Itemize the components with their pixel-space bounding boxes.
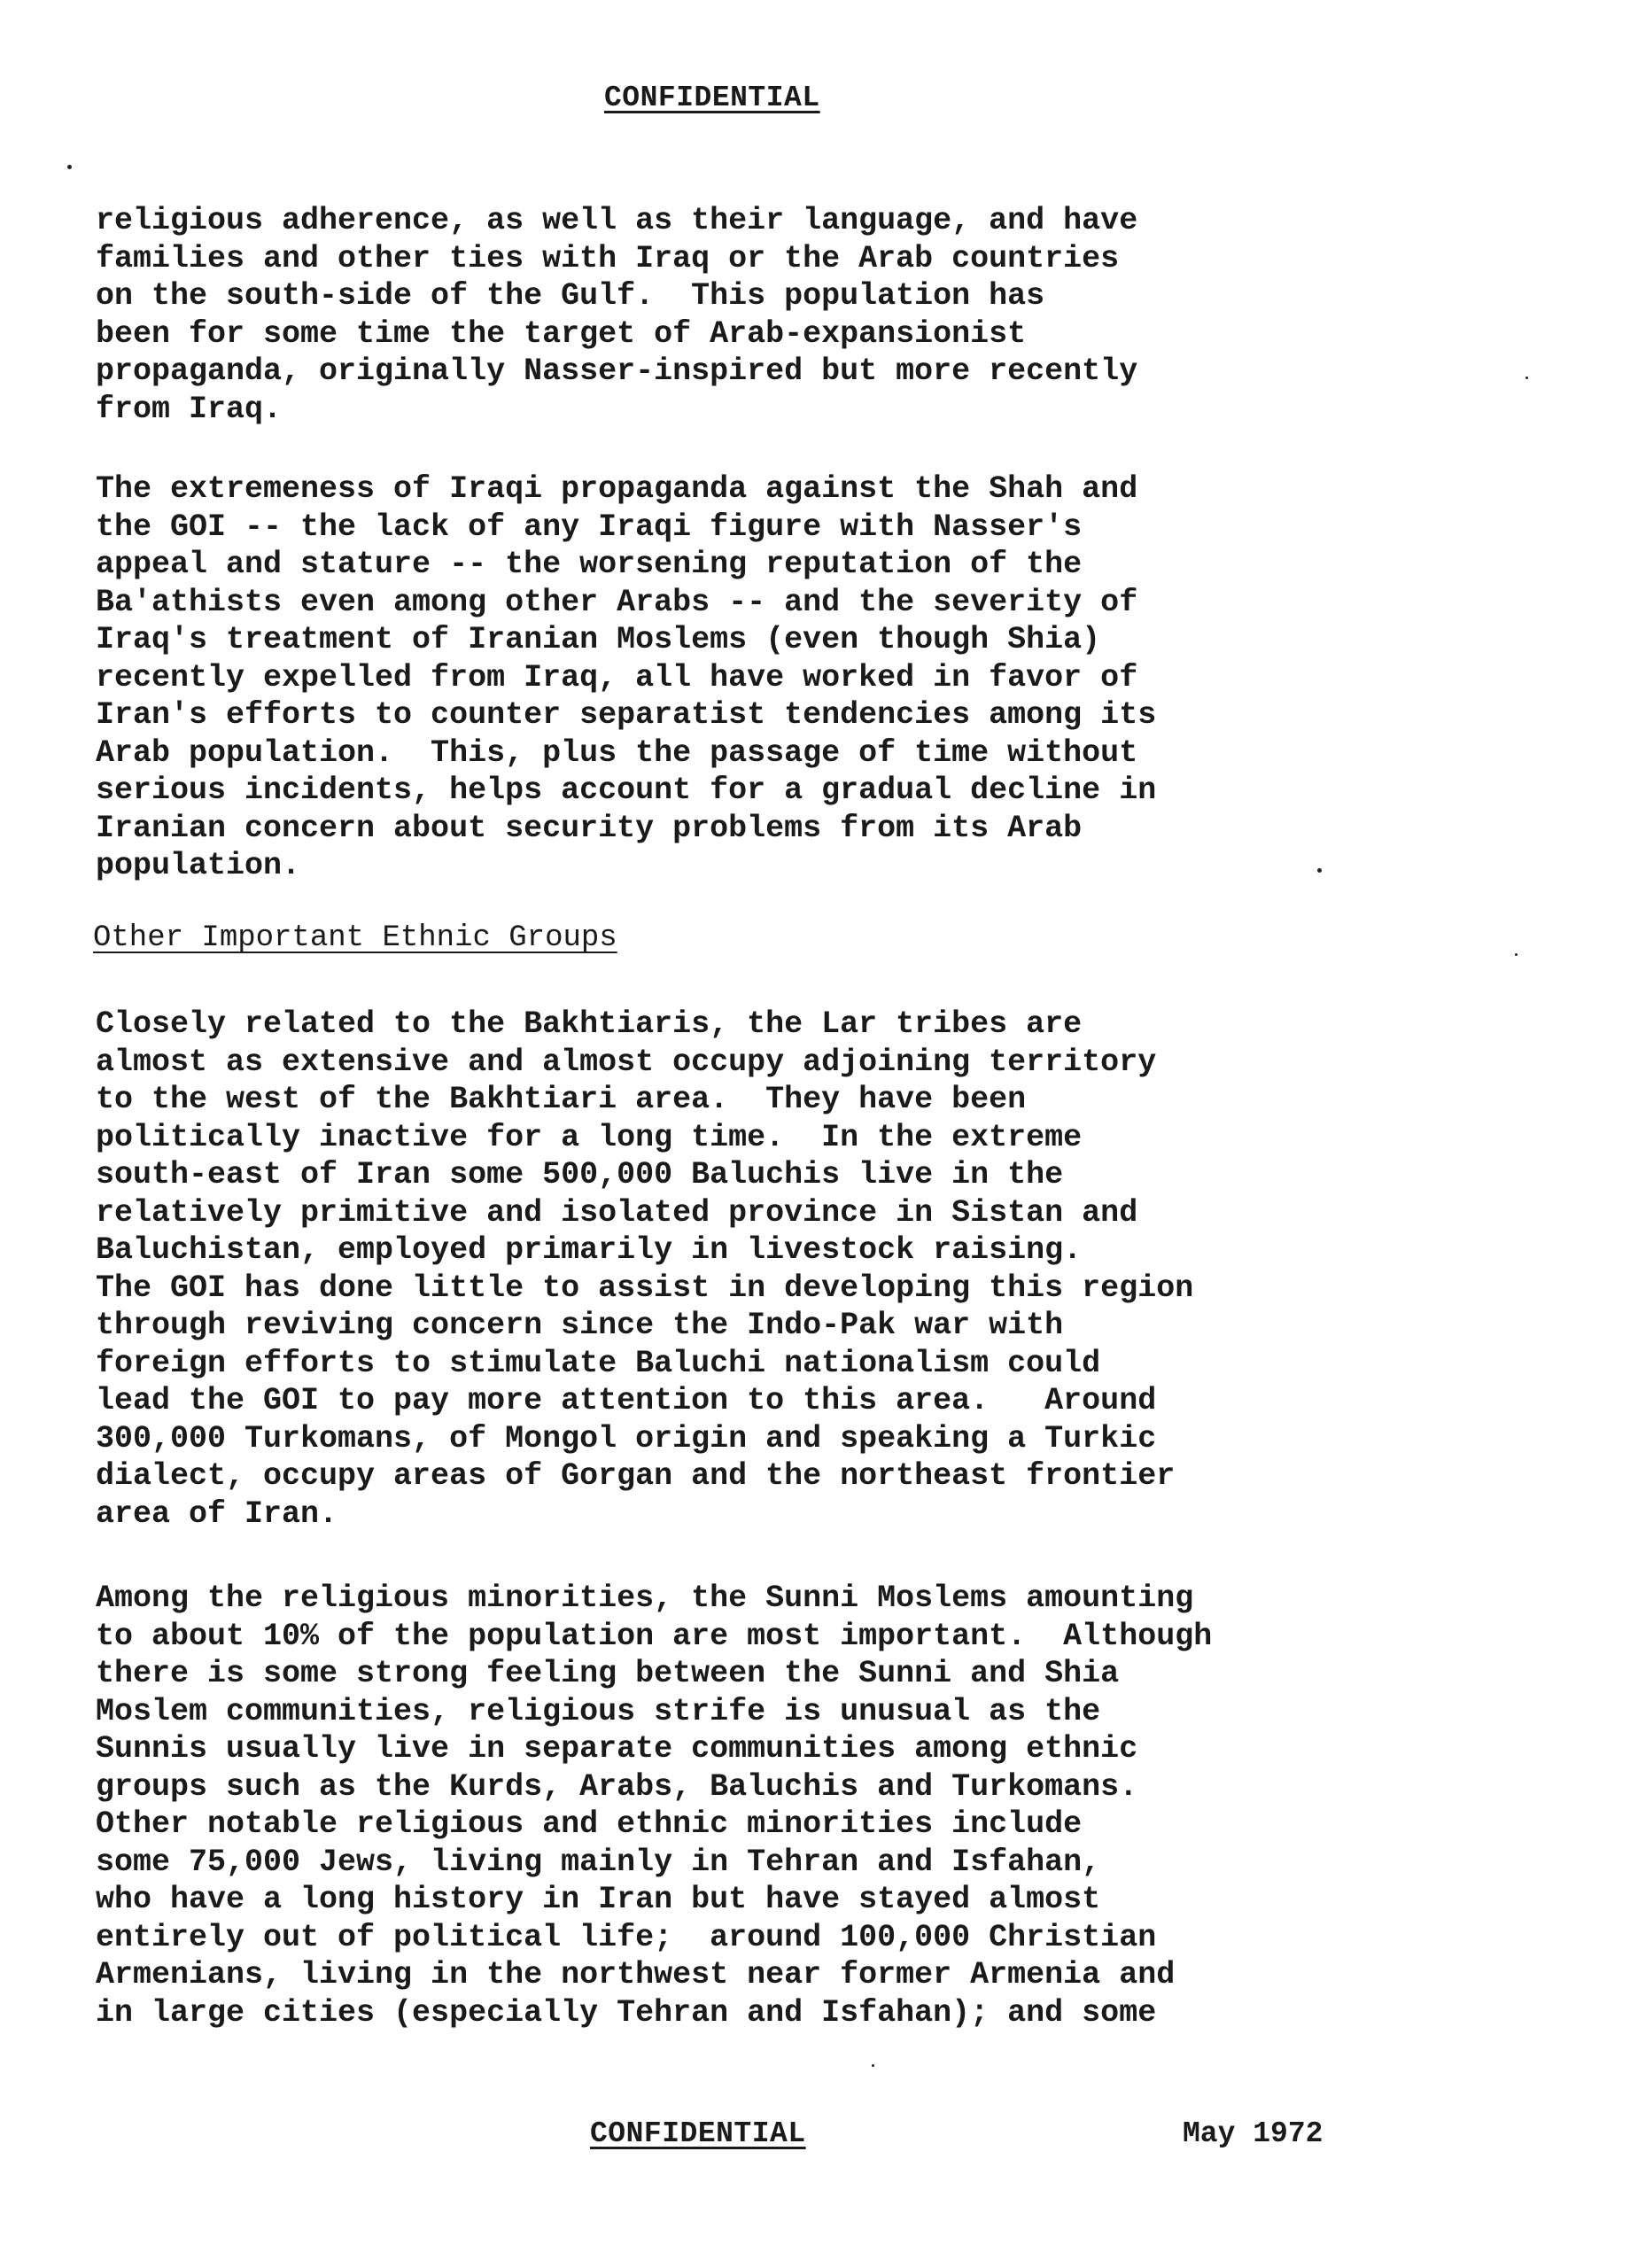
scan-speck (1317, 868, 1322, 873)
section-heading: Other Important Ethnic Groups (93, 921, 617, 955)
body-paragraph-2: The extremeness of Iraqi propaganda against the Shah and the GOI -- the lack of any Iraqi figure with Nasser's appeal and stature -- the worsening reputation of the Ba'athists even among other Arabs -- and the severity of Iraq's treatment of Iranian Moslems (even though Shia) recently expelled from Iraq, all have worked in favor of Iran's efforts to counter separatist tendencies among its Arab population. This, plus the passage of time without serious incidents, helps account for a gradual decline in Iranian concern about security problems from its Arab population. (96, 471, 1157, 883)
footer-date: May 1972 (1183, 2117, 1323, 2150)
body-paragraph-1: religious adherence, as well as their language, and have families and other ties with Iraq or the Arab countries on the south-side of the Gulf. This population has been for some time the target of Arab-expansionist propaganda, originally Nasser-inspired but more recently from Iraq. (96, 203, 1138, 427)
scan-speck (1525, 377, 1528, 379)
scan-speck (1515, 953, 1517, 956)
scan-speck (872, 2064, 874, 2067)
classification-footer: CONFIDENTIAL (590, 2117, 806, 2150)
body-paragraph-4: Among the religious minorities, the Sunni Moslems amounting to about 10% of the population are most important. Although there is some strong feeling between the Sunni and Shia Moslem communities, religious strife is unusual as the Sunnis usually live in separate communities among ethnic groups such as the Kurds, Arabs, Baluchis and Turkomans. Other notable religious and ethnic minorities include some 75,000 Jews, living mainly in Tehran and Isfahan, who have a long history in Iran but have stayed almost entirely out of political life; around 100,000 Christian Armenians, living in the northwest near former Armenia and in large cities (especially Tehran and Isfahan); and some (96, 1581, 1213, 2031)
body-paragraph-3: Closely related to the Bakhtiaris, the Lar tribes are almost as extensive and almost occupy adjoining territory to the west of the Bakhtiari area. They have been politically inactive for a long time. In the extreme south-east of Iran some 500,000 Baluchis live in the relatively primitive and isolated province in Sistan and Baluchistan, employed primarily in livestock raising. The GOI has done little to assist in developing this region through reviving concern since the Indo-Pak war with foreign efforts to stimulate Baluchi nationalism could lead the GOI to pay more attention to this area. Around 300,000 Turkomans, of Mongol origin and speaking a Turkic dialect, occupy areas of Gorgan and the northeast frontier area of Iran. (96, 1006, 1194, 1532)
classification-header: CONFIDENTIAL (604, 82, 820, 114)
scan-speck (67, 165, 72, 169)
